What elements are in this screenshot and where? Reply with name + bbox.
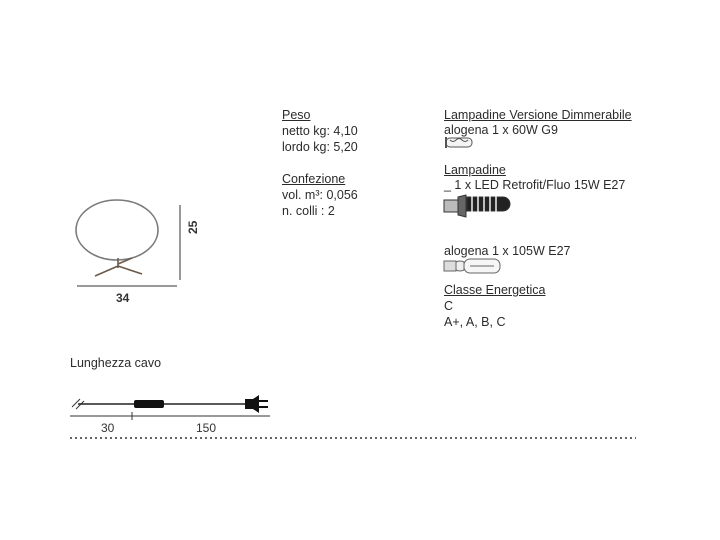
bulbs-heading: Lampadine bbox=[444, 163, 506, 177]
packaging-volume: vol. m³: 0,056 bbox=[282, 188, 358, 202]
g9-bulb-icon bbox=[446, 137, 472, 148]
halogen-e27-bulb-icon bbox=[444, 259, 500, 273]
cable-segment-b-label: 150 bbox=[196, 421, 217, 435]
energy-class-heading: Classe Energetica bbox=[444, 283, 546, 297]
cable-switch bbox=[134, 400, 164, 408]
cable-segment-a-label: 30 bbox=[101, 421, 115, 435]
gross-weight: lordo kg: 5,20 bbox=[282, 140, 358, 154]
dimmable-bulb-line: alogena 1 x 60W G9 bbox=[444, 123, 558, 137]
width-label: 34 bbox=[116, 291, 130, 305]
packaging-heading: Confezione bbox=[282, 172, 346, 186]
height-label: 25 bbox=[186, 220, 200, 234]
cable-drawing bbox=[70, 395, 270, 420]
led-bulb-line: _ 1 x LED Retrofit/Fluo 15W E27 bbox=[444, 178, 626, 192]
weight-heading: Peso bbox=[282, 108, 311, 122]
net-weight: netto kg: 4,10 bbox=[282, 124, 358, 138]
plug-icon bbox=[245, 395, 259, 413]
energy-class-range: A+, A, B, C bbox=[444, 315, 506, 329]
packaging-count: n. colli : 2 bbox=[282, 204, 335, 218]
led-spiral-bulb-icon bbox=[444, 195, 510, 217]
energy-class-value: C bbox=[444, 299, 454, 313]
cable-length-title: Lunghezza cavo bbox=[70, 356, 162, 370]
halogen-bulb-line: alogena 1 x 105W E27 bbox=[444, 244, 571, 258]
dimmable-bulbs-heading: Lampadine Versione Dimmerabile bbox=[444, 108, 632, 122]
lamp-shade bbox=[76, 200, 158, 260]
lamp-base bbox=[95, 258, 142, 276]
